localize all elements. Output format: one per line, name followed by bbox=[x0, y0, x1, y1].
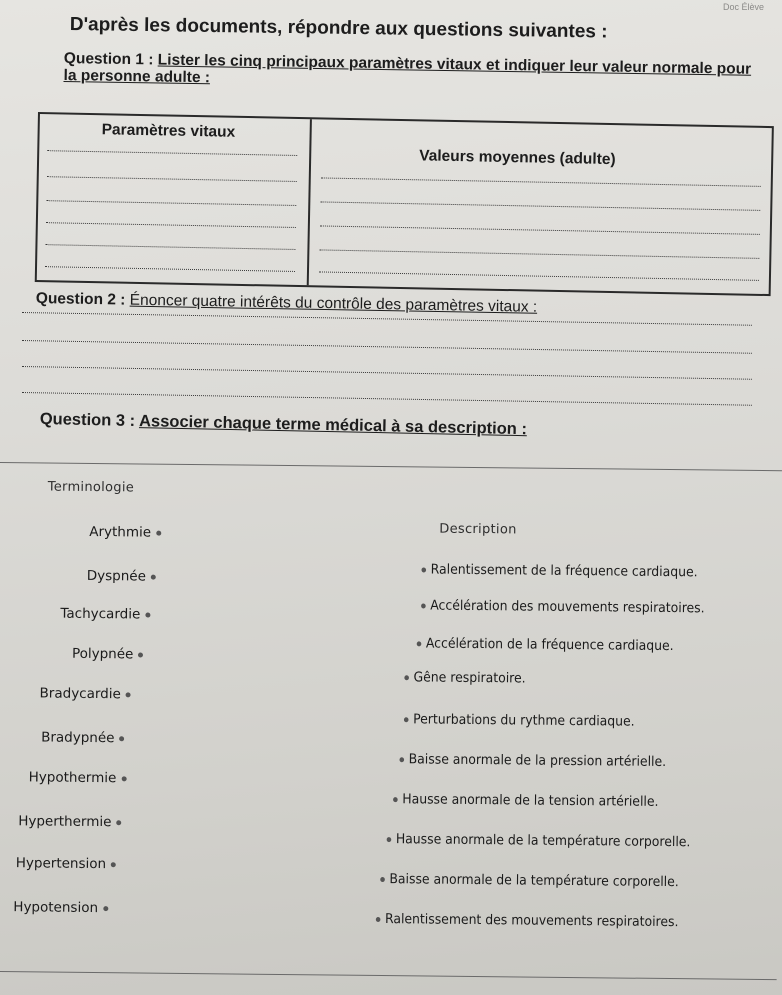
match-dot[interactable] bbox=[393, 797, 398, 802]
question-3-label: Question 3 : bbox=[39, 410, 136, 430]
match-dot[interactable] bbox=[126, 692, 131, 697]
answer-line[interactable] bbox=[47, 176, 297, 182]
term-item[interactable]: Hypertension bbox=[16, 855, 121, 872]
match-dot[interactable] bbox=[116, 820, 121, 825]
question-3 bbox=[40, 410, 528, 439]
term-item[interactable]: Hyperthermie bbox=[18, 813, 126, 830]
match-dot[interactable] bbox=[421, 567, 426, 572]
answer-line[interactable] bbox=[46, 222, 296, 228]
term-item[interactable]: Hypotension bbox=[13, 899, 113, 916]
question-1-text: Lister les cinq principaux paramètres vitaux et indiquer leur valeur normale pour la personne adulte : bbox=[63, 51, 752, 87]
answer-line[interactable] bbox=[45, 244, 295, 250]
match-dot[interactable] bbox=[138, 652, 143, 657]
match-dot[interactable] bbox=[404, 675, 409, 680]
match-dot[interactable] bbox=[376, 916, 381, 921]
match-dot[interactable] bbox=[404, 717, 409, 722]
description-header: Description bbox=[439, 521, 517, 538]
term-item[interactable]: Dyspnée bbox=[87, 568, 161, 585]
description-item[interactable]: Hausse anormale de la température corporelle. bbox=[382, 831, 691, 850]
term-item[interactable]: Polypnée bbox=[72, 646, 149, 663]
match-dot[interactable] bbox=[156, 530, 161, 535]
table-header-parameters: Paramètres vitaux bbox=[101, 121, 236, 141]
answer-line[interactable] bbox=[320, 201, 760, 210]
term-item[interactable]: Tachycardie bbox=[60, 606, 155, 623]
vital-signs-table bbox=[35, 112, 774, 296]
description-item[interactable]: Ralentissement de la fréquence cardiaque. bbox=[417, 561, 698, 580]
answer-line[interactable] bbox=[22, 392, 752, 406]
description-item[interactable]: Baisse anormale de la pression artérielle. bbox=[395, 751, 666, 770]
match-dot[interactable] bbox=[151, 574, 156, 579]
description-item[interactable]: Perturbations du rythme cardiaque. bbox=[399, 711, 635, 729]
term-item[interactable]: Hypothermie bbox=[29, 769, 132, 786]
answer-line[interactable] bbox=[45, 266, 295, 272]
match-dot[interactable] bbox=[417, 641, 422, 646]
question-3-text: Associer chaque terme médical à sa description : bbox=[138, 412, 528, 439]
question-1 bbox=[63, 50, 763, 95]
answer-line[interactable] bbox=[321, 177, 761, 186]
question-2-text: Énoncer quatre intérêts du contrôle des paramètres vitaux : bbox=[129, 291, 538, 316]
term-item[interactable]: Arythmie bbox=[89, 524, 166, 541]
description-item[interactable]: Accélération des mouvements respiratoires. bbox=[416, 597, 704, 616]
term-item[interactable]: Bradycardie bbox=[39, 685, 135, 702]
match-dot[interactable] bbox=[103, 906, 108, 911]
question-2-label: Question 2 : bbox=[35, 290, 126, 309]
matching-exercise bbox=[0, 462, 782, 980]
answer-line[interactable] bbox=[47, 150, 297, 156]
description-item[interactable]: Hausse anormale de la tension artérielle. bbox=[388, 791, 658, 810]
description-item[interactable]: Accélération de la fréquence cardiaque. bbox=[412, 635, 674, 654]
table-column-divider bbox=[307, 119, 312, 285]
description-item[interactable]: Gêne respiratoire. bbox=[400, 669, 526, 686]
corner-text: Doc Élève bbox=[722, 2, 764, 12]
answer-line[interactable] bbox=[319, 249, 759, 258]
answer-line[interactable] bbox=[22, 366, 752, 380]
match-dot[interactable] bbox=[119, 736, 124, 741]
match-dot[interactable] bbox=[380, 877, 385, 882]
match-dot[interactable] bbox=[111, 862, 116, 867]
description-item[interactable]: Baisse anormale de la température corporelle. bbox=[376, 871, 679, 890]
match-dot[interactable] bbox=[399, 757, 404, 762]
term-item[interactable]: Bradypnée bbox=[41, 729, 130, 746]
answer-line[interactable] bbox=[320, 225, 760, 234]
description-item[interactable]: Ralentissement des mouvements respiratoires. bbox=[371, 911, 678, 930]
match-dot[interactable] bbox=[421, 603, 426, 608]
answer-line[interactable] bbox=[22, 340, 752, 354]
page-heading: D'après les documents, répondre aux questions suivantes : bbox=[69, 14, 608, 43]
terminology-header: Terminologie bbox=[47, 479, 135, 496]
answer-line[interactable] bbox=[319, 271, 759, 280]
question-1-label: Question 1 : bbox=[63, 50, 154, 69]
answer-line[interactable] bbox=[46, 200, 296, 206]
table-header-values: Valeurs moyennes (adulte) bbox=[419, 147, 616, 169]
match-dot[interactable] bbox=[145, 612, 150, 617]
match-dot[interactable] bbox=[387, 837, 392, 842]
match-dot[interactable] bbox=[121, 776, 126, 781]
